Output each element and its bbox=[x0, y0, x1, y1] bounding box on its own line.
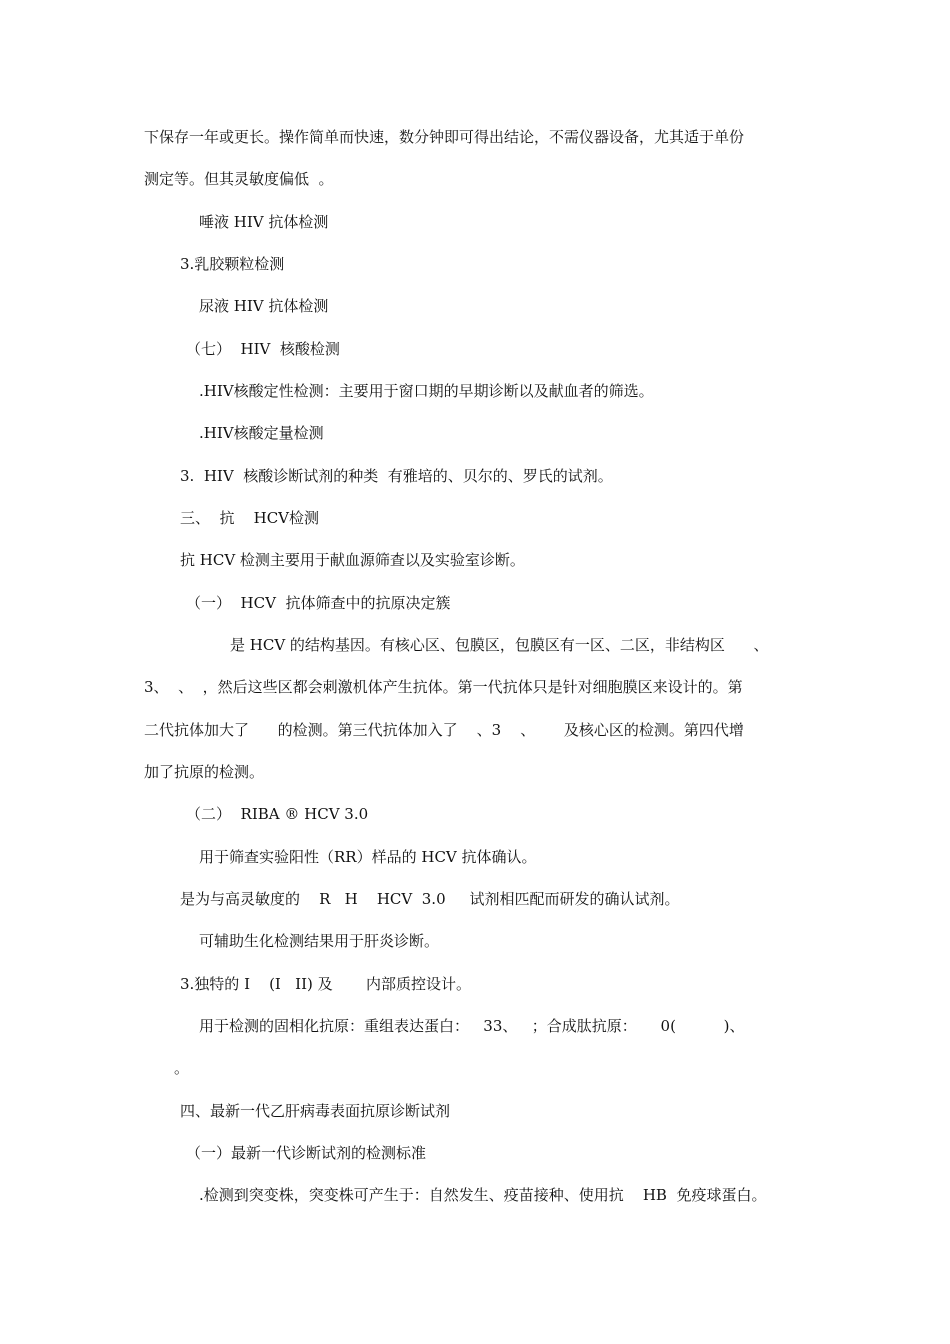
text-line: 3.乳胶颗粒检测 bbox=[180, 255, 285, 273]
text-line: 抗 HCV 检测主要用于献血源筛查以及实验室诊断。 bbox=[180, 551, 525, 569]
text-line: 可辅助生化检测结果用于肝炎诊断。 bbox=[199, 932, 440, 950]
text-line: 加了抗原的检测。 bbox=[144, 763, 265, 781]
text-line: 3. HIV 核酸诊断试剂的种类 有雅培的、贝尔的、罗氏的试剂。 bbox=[180, 467, 613, 485]
text-line: （七） HIV 核酸检测 bbox=[186, 340, 340, 358]
text-line: 尿液 HIV 抗体检测 bbox=[199, 297, 329, 315]
text-line: 是为与高灵敏度的 R H HCV 3.0 试剂相匹配而研发的确认试剂。 bbox=[180, 890, 680, 908]
text-line: .HIV核酸定性检测：主要用于窗口期的早期诊断以及献血者的筛选。 bbox=[199, 382, 654, 400]
text-line: 是 HCV 的结构基因。有核心区、包膜区，包膜区有一区、二区，非结构区 、 bbox=[230, 636, 769, 654]
text-line: 测定等。但其灵敏度偏低 。 bbox=[144, 170, 334, 188]
section-heading: 三、 抗 HCV检测 bbox=[180, 509, 319, 527]
text-line: .检测到突变株，突变株可产生于：自然发生、疫苗接种、使用抗 HB 免疫球蛋白。 bbox=[199, 1186, 767, 1204]
text-line: 下保存一年或更长。操作简单而快速，数分钟即可得出结论，不需仪器设备，尤其适于单份 bbox=[144, 128, 745, 146]
text-line: 二代抗体加大了 的检测。第三代抗体加入了 、3 、 及核心区的检测。第四代增 bbox=[144, 721, 744, 739]
text-line: 。 bbox=[174, 1059, 190, 1077]
subsection-heading: （二） RIBA ® HCV 3.0 bbox=[186, 805, 369, 823]
subsection-heading: （一） HCV 抗体筛查中的抗原决定簇 bbox=[186, 594, 451, 612]
text-line: 用于检测的固相化抗原：重组表达蛋白： 33、 ；合成肽抗原： 0( )、 bbox=[199, 1017, 745, 1035]
text-line: 3.独特的 I (I II) 及 内部质控设计。 bbox=[180, 975, 472, 993]
text-line: 唾液 HIV 抗体检测 bbox=[199, 213, 329, 231]
subsection-heading: （一）最新一代诊断试剂的检测标准 bbox=[186, 1144, 427, 1162]
text-line: .HIV核酸定量检测 bbox=[199, 424, 324, 442]
text-line: 3、 、 ，然后这些区都会刺激机体产生抗体。第一代抗体只是针对细胞膜区来设计的。第 bbox=[144, 678, 743, 696]
text-line: 用于筛查实验阳性（RR）样品的 HCV 抗体确认。 bbox=[199, 848, 537, 866]
section-heading: 四、最新一代乙肝病毒表面抗原诊断试剂 bbox=[180, 1102, 451, 1120]
